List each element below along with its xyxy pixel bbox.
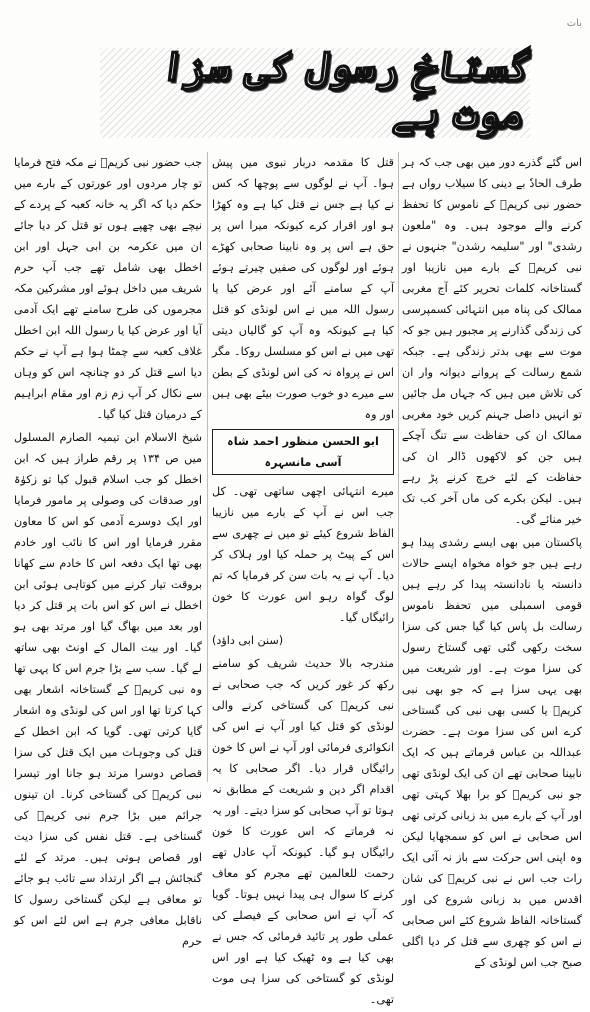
paragraph: جب حضور نبی کریمؐ نے مکہ فتح فرمایا تو چار مردوں اور عورتوں کے بارے میں حکم دیا کہ اگر یہ خانہ کعبہ کے پردے کے نیچے بھی چھپے ہوں تو قتل کر دیا جائے ان میں عکرمہ بن ابی جہل اور ابن اخطل بھی شامل تھے جب آپ حرم شریف میں داخل ہوئے اور مشرکین مکہ مجرموں کی طرح سامنے تھے ایک آدمی آیا اور عرض کیا یا رسول اللہ ابن اخطل غلاف کعبہ سے چمٹا ہوا ہے آپ نے حکم دیا اسے قتل کر دو چنانچہ اس کو وہاں سے نکال کر آپ زم زم اور مقام ابراہیم کے درمیان قتل کیا گیا۔ — [14, 156, 202, 421]
headline-banner — [108, 40, 535, 140]
article-column-right — [402, 152, 582, 975]
paragraph: قتل کا مقدمہ دربار نبوی میں پیش ہوا۔ آپ نے لوگوں سے پوچھا کہ کس نے کیا ہے جس نے قتل کیا ہے وہ کھڑا ہو اور اقرار کرے کیونکہ میرا اس پر حق ہے اس پر وہ نابینا صحابی کھڑے ہوئے اور لوگوں کی صفیں چیرتے ہوئے آپ کے سامنے آئے اور عرض کیا یا رسول اللہ میں نے اس لونڈی کو قتل کیا ہے کیونکہ وہ آپ کو گالیاں دیتی تھی میں نے اس کو مسلسل روکا۔ مگر اس نے پرواہ نہ کی اس لونڈی کے بطن سے میرے دو خوب صورت بیٹے بھی ہیں اور وہ — [212, 156, 394, 421]
corner-mark: بات — [566, 18, 582, 29]
paragraph: پاکستان میں بھی ایسے رشدی پیدا ہو رہے ہیں جو خواہ مخواہ ایسے حالات دانستہ یا نادانستہ پیدا کر رہے ہیں قومی اسمبلی میں تحفظ ناموس رسالت بل پاس کیا گیا جس کی سزا سخت رکھی گئی تھی گستاخ رسول کی سزا موت ہے۔ اور شریعت میں بھی یہی سزا ہے کہ جو بھی نبی کریمؐ یا کسی بھی نبی کی گستاخی کرے اس کی سزا موت ہے۔ حضرت عبداللہ بن عباس فرماتے ہیں کہ ایک نابینا صحابی تھے ان کی ایک لونڈی تھی جو نبی کریمؐ کو برا بھلا کہتی تھی اور آپ کے بارے میں بد زبانی کرتی تھی اس صحابی نے اس کو سمجھایا لیکن وہ اپنی اس حرکت سے باز نہ آئی ایک رات جب اس نے نبی کریمؐ کی شان اقدس میں بد زبانی شروع کی اور گستاخانہ الفاظ شروع کئے اس صحابی نے اس کو چھری سے قتل کر دیا اگلی صبح جب اس لونڈی کے — [402, 536, 582, 969]
column-divider-1 — [398, 152, 399, 782]
headline-title: گستاخِ رسول کی سزا موت ہے — [158, 43, 535, 137]
column-divider-2 — [207, 152, 208, 782]
paragraph: اس گئے گذرے دور میں بھی جب کہ ہر طرف الحادٗ بے دینی کا سیلاب رواں ہے حضور نبی کریمؐ کے ناموس کا تحفظ کرنے والے موجود ہیں۔ وہ "ملعون رشدی" اور "سلیمہ رشدن" جنہوں نے نبی کریمؐ کے بارے میں نازیبا اور گستاخانہ کلمات تحریر کئے آج مغربی ممالک کی پناہ میں انتہائی کسمپرسی کی زندگی گذارنے پر مجبور ہیں جو کہ موت سے بھی بدتر زندگی ہے۔ جبکہ شمع رسالت کے پروانے دیوانہ وار ان کی تلاش میں ہیں کہ جہاں مل جائیں تو انہیں داصل جہنم کریں خود مغربی ممالک ان کی حفاظت سے تنگ آچکے ہیں جن کو لاکھوں ڈالر ان کی حفاظت کے لئے خرچ کرنے پڑ رہے ہیں۔ لیکن بکرے کی ماں آخر کب تک خیر منائے گی۔ — [402, 156, 582, 526]
paragraph: شیخ الاسلام ابن تیمیہ الصارم المسلول میں ص ۱۳۴ پر رقم طراز ہیں کہ ابن اخطل کو جب اسلام قبول کیا تو زکوٰۃ اور صدقات کی وصولی پر مامور فرمایا اور ایک دوسرے آدمی کو اس کا معاون مقرر فرمایا اور اس کا نائب اور خادم بھی تھا ایک دفعہ اس کا خادم سے کھانا بروقت تیار کرنے میں کوتاہی ہوئی ابن اخطل نے اس کو اس بات پر قتل کر دیا اور بعد میں بھاگ گیا اور مرتد بھی ہو گیا۔ اور بیت المال کے اونٹ بھی ساتھ لے گیا۔ سب سے بڑا جرم اس کا یہی تھا وہ نبی کریمؐ کے گستاخانہ اشعار بھی کہا کرتا تھا اور اس کی لونڈی وہ اشعار گایا کرتی تھی۔ گویا کہ ابن اخطل کے قتل کی وجوہات میں ایک قتل کی سزا قصاص دوسرا مرتد ہو جانا اور تیسرا نبی کریمؐ کی گستاخی کرنا۔ ان تینوں جرائم میں بڑا جرم نبی کریمؐ کی گستاخی ہے۔ قتل نفس کی سزا دیت اور قصاص ہوتی ہیں۔ مرتد کے لئے گنجائش ہے اگر ارتداد سے تائب ہو جائے تو معافی ہے لیکن گستاخی رسول کا ناقابل معافی جرم ہے اس لئے اس کو حرم — [14, 431, 202, 948]
article-column-middle — [212, 152, 394, 1012]
paragraph: میرے انتہائی اچھی ساتھی تھی۔ کل جب اس نے آپ کے بارے میں نازیبا الفاظ شروع کیئے تو میں نے چھری سے اس کے پیٹ پر حملہ کیا اور ہلاک کر دیا۔ آپ نے یہ بات سن کر فرمایا کہ تم لوگ گواہ رہو اس عورت کا خون رائیگاں گیا۔ — [212, 485, 394, 624]
article-column-left — [14, 152, 202, 954]
author-byline: ابو الحسن منظور احمد شاہ آسی مانسہرہ — [212, 429, 394, 475]
hadith-reference: (سنن ابی داؤد) — [212, 634, 284, 647]
paragraph: مندرجہ بالا حدیث شریف کو سامنے رکھ کر غور کریں کہ جب صحابی نے نبی کریمؐ کی گستاخی کرنے والی لونڈی کو قتل کیا اور آپ نے اس کی انکوائری فرمائی اور آپ نے اس کا خون رائیگاں قرار دیا۔ اگر صحابی کا یہ اقدام اگر دین و شریعت کے مطابق نہ ہوتا تو آپ صحابی کو سزا دیتے۔ اور یہ نہ فرماتے کہ اس عورت کا خون رائیگاں ہو گیا۔ کیونکہ آپ عادل تھے رحمت للعالمین تھے مجرم کو معاف کرنے کا سوال ہی پیدا نہیں ہوتا۔ گویا کہ آپ نے اس صحابی کے فیصلے کی عملی طور پر تائید فرمائی کہ جس نے بھی کیا ہے وہ ٹھیک کیا ہے اور اس لونڈی کو گستاخی کی سزا ہی موت تھی۔ — [212, 657, 394, 1006]
